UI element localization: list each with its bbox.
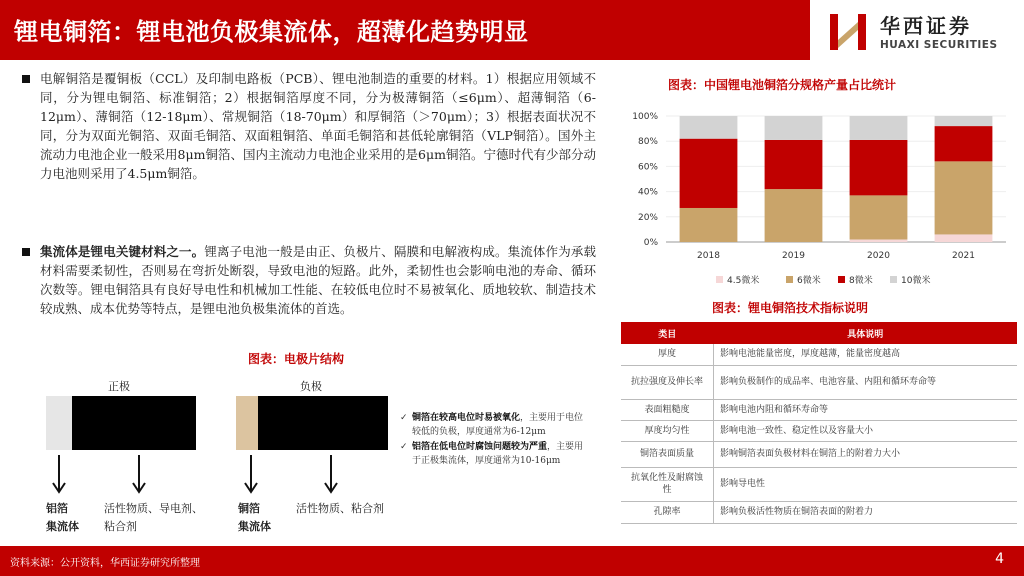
table-row [621,467,1017,501]
table-cell-key: 抗拉强度及伸长率 [621,365,714,399]
table-header-row [621,322,1017,344]
footer-bar [0,546,1024,576]
electrode-caption: 图表：电极片结构 [248,352,345,366]
header-bar [0,0,810,60]
bar-segment [680,139,738,208]
y-tick-label: 60% [637,162,658,173]
legend-swatch [838,276,845,283]
negative-electrode-diagram [236,396,388,450]
arrow-down-icon [52,455,66,495]
aluminum-foil-layer [46,396,72,450]
bar-segment [935,116,993,126]
table-row [621,365,1017,399]
table-cell-value: 影响负极制作的成品率、电池容量、内阻和循环寿命等 [714,365,1018,399]
x-tick-label: 2021 [952,251,975,261]
table-header-cell: 具体说明 [714,322,1018,344]
bar-segment [935,234,993,242]
table-header-cell: 类目 [621,322,714,344]
foil-notes [400,412,590,470]
note-text: ，主要用于正极集流体，厚度通常为10-16μm [412,442,584,466]
y-tick-label: 80% [637,137,658,148]
table-cell-key: 抗氧化性及耐腐蚀性 [621,467,714,501]
legend-label: 10微米 [901,276,931,286]
bar-segment [850,195,908,239]
legend-swatch [716,276,723,283]
table-cell-value: 影响导电性 [714,467,1018,501]
copper-foil-label: 铜箔 [238,502,260,515]
table-cell-key: 厚度均匀性 [621,420,714,441]
bar-segment [765,116,823,140]
table-row [621,399,1017,420]
aluminum-foil-label: 铝箔 [46,502,68,515]
legend-swatch [786,276,793,283]
bar-segment [850,116,908,140]
page-number: 4 [995,551,1004,567]
stacked-bar-chart [618,100,1014,305]
x-tick-label: 2020 [867,251,890,261]
bullet-icon [22,248,30,256]
legend-label: 4.5微米 [727,276,760,286]
bar-segment [935,161,993,234]
note-bold: 铜箔在较高电位时易被氧化 [412,413,521,423]
check-icon: ✓ [400,413,408,423]
paragraph-body: 锂离子电池一般是由正、负极片、隔膜和电解液构成。集流体作为承载材料需要柔韧性，否则易在弯折处断裂，导致电池的短路。此外，柔韧性也会影响电池的寿命、循环次数等。锂电铜箔具有良好导电性和机械加工性能、在较低电位时不易被氧化、质地较软、制造技术较成熟、成本优势等特点，是锂电池负极集流体的首选。 [40,244,596,316]
paragraph-current-collector [40,242,596,318]
y-tick-label: 100% [632,112,658,122]
negative-label: 负极 [300,380,322,393]
chart-title: 图表：中国锂电池铜箔分规格产量占比统计 [668,78,897,92]
negative-active-label: 活性物质、粘合剂 [296,502,384,515]
negative-collector-label: 集流体 [238,520,271,533]
check-icon: ✓ [400,442,408,452]
arrow-down-icon [324,455,338,495]
y-tick-label: 40% [637,187,658,198]
table-row [621,441,1017,467]
logo-text-en: HUAXI SECURITIES [880,39,998,51]
arrow-down-icon [132,455,146,495]
positive-label: 正极 [108,380,130,393]
table-cell-key: 厚度 [621,344,714,365]
x-tick-label: 2018 [697,251,720,261]
arrow-down-icon [244,455,258,495]
source-note: 资料来源：公开资料，华西证券研究所整理 [10,558,200,569]
table-row [621,344,1017,365]
positive-active-label: 活性物质、导电剂、 [104,502,203,515]
copper-foil-layer [236,396,258,450]
legend-swatch [890,276,897,283]
paragraph-copper-foil: 电解铜箔是覆铜板（CCL）及印制电路板（PCB）、锂电池制造的重要的材料。1）根据应用领域不同，分为锂电铜箔、标准铜箔；2）根据铜箔厚度不同，分为极薄铜箔（≤6μm）、超薄铜箔（6-12μm）、薄铜箔（12-18μm）、常规铜箔（18-70μm）和厚铜箔（＞70μm）；3）根据表面状况不同，分为双面光铜箔、双面毛铜箔、双面粗铜箔、单面毛铜箔和甚低轮廓铜箔（VLP铜箔）。国外主流动力电池企业一般采用8μm铜箔、国内主流动力电池企业采用的是6μm铜箔。宁德时代有少部分动力电池则采用了4.5μm铜箔。 [40,71,596,181]
logo-text-cn: 华西证券 [880,14,972,38]
table-caption: 图表：锂电铜箔技术指标说明 [712,301,869,315]
table-row [621,501,1017,523]
note-text: ，主要用于电位较低的负极，厚度通常为6-12μm [412,413,584,437]
note-item [400,441,590,468]
bar-segment [765,140,823,189]
bar-segment [680,116,738,139]
negative-active-layer [258,396,388,450]
table-cell-value: 影响电池内阻和循环寿命等 [714,399,1018,420]
positive-collector-label: 集流体 [46,520,79,533]
positive-electrode-diagram [46,396,196,450]
table-cell-key: 表面粗糙度 [621,399,714,420]
note-bold: 铝箔在低电位时腐蚀问题较为严重 [412,442,548,452]
note-item [400,412,590,439]
positive-binder-label: 粘合剂 [104,520,137,533]
huaxi-logo-icon [828,10,868,54]
bar-segment [935,126,993,161]
table-cell-value: 影响负极活性物质在铜箔表面的附着力 [714,501,1018,523]
bar-segment [850,239,908,242]
paragraph-lead: 集流体是锂电关键材料之一。 [40,244,205,259]
page-title: 锂电铜箔：锂电池负极集流体，超薄化趋势明显 [14,18,529,46]
x-tick-label: 2019 [782,251,805,261]
positive-active-layer [72,396,196,450]
company-logo [828,6,1018,58]
y-tick-label: 0% [643,238,658,248]
bar-segment [680,208,738,242]
y-tick-label: 20% [637,212,658,223]
spec-table [621,322,1017,524]
legend-label: 6微米 [797,276,821,286]
table-row [621,420,1017,441]
table-cell-value: 影响电池一致性、稳定性以及容量大小 [714,420,1018,441]
table-cell-value: 影响电池能量密度，厚度越薄，能量密度越高 [714,344,1018,365]
bar-segment [765,189,823,242]
table-cell-key: 孔隙率 [621,501,714,523]
bar-segment [850,140,908,195]
bullet-icon [22,75,30,83]
table-cell-key: 铜箔表面质量 [621,441,714,467]
legend-label: 8微米 [849,276,873,286]
table-cell-value: 影响铜箔表面负极材料在铜箔上的附着力大小 [714,441,1018,467]
